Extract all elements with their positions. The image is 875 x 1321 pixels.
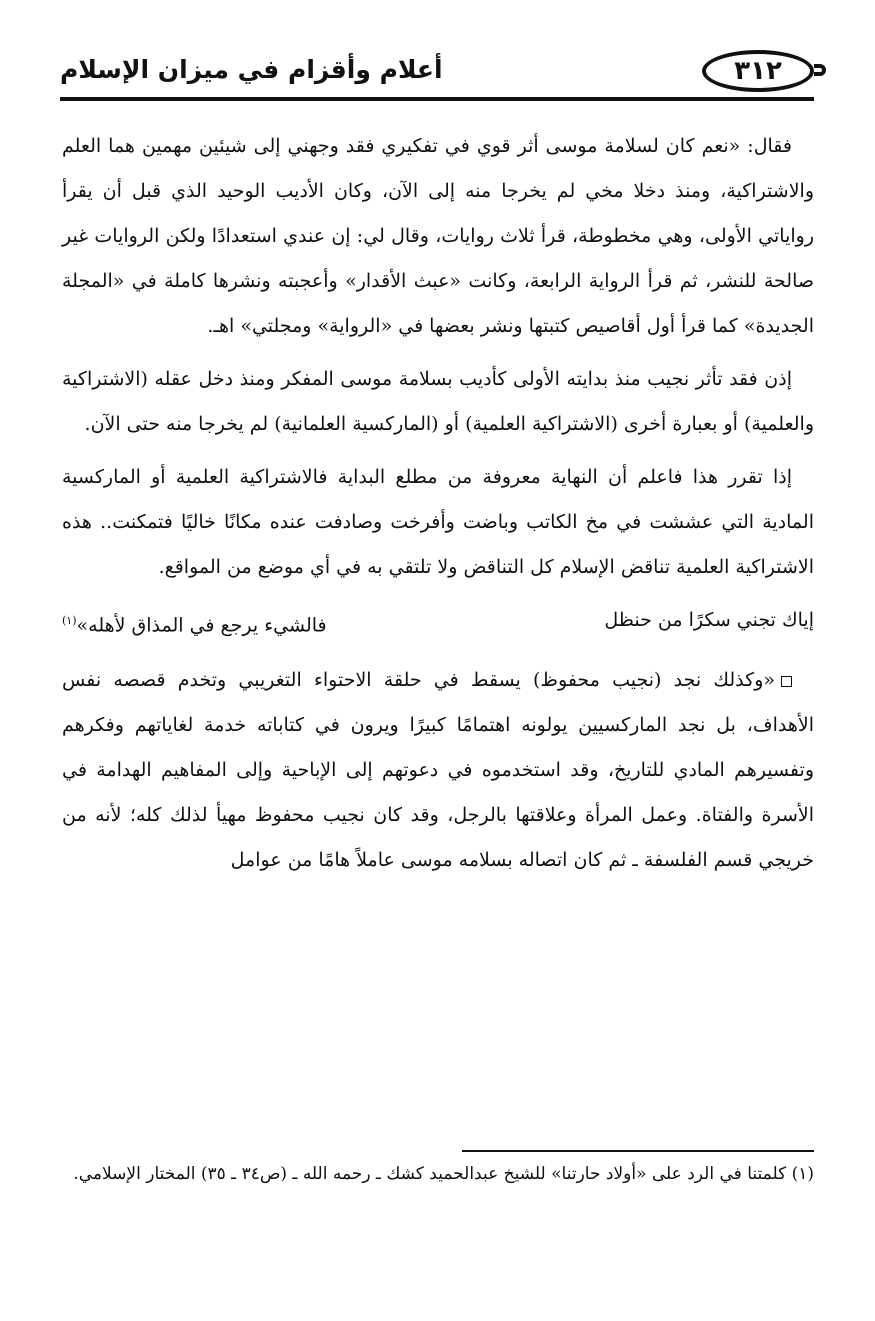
footnote-text: (١) كلمتنا في الرد على «أولاد حارتنا» للشيخ عبدالحميد كشك ـ رحمه الله ـ (ص٣٤ ـ ٣٥) المختار الإسلامي.	[73, 1164, 814, 1184]
verse-second-hemistich	[62, 598, 327, 648]
paragraph-1: فقال: «نعم كان لسلامة موسى أثر قوي في تفكيري فقد وجهني إلى شيئين مهمين هما العلم والاشتراكية، ومنذ دخلا مخي لم يخرجا منه إلى الآن، وكان الأديب الوحيد الذي قبل أن يقرأ رواياتي الأولى، وهي مخطوطة، قرأ ثلاث روايات، وقال لي: إن عندي استعدادًا ولكن الروايات غير صالحة للنشر، ثم قرأ الرواية الرابعة، وكانت «عبث الأقدار» وأعجبته ونشرها كاملة في «المجلة الجديدة» كما قرأ أول أقاصيص كتبتها ونشر بعضها في «الرواية» ومجلتي» اهـ.	[62, 135, 814, 337]
page-number: ٣١٢	[702, 50, 814, 92]
header-divider	[60, 97, 814, 101]
verse-second-hemistich-text: فالشيء يرجع في المذاق لأهله»	[76, 614, 327, 637]
paragraph-2: إذن فقد تأثر نجيب منذ بدايته الأولى كأديب بسلامة موسى المفكر ومنذ دخل عقله (الاشتراكية والعلمية) أو بعبارة أخرى (الاشتراكية العلمية) أو (الماركسية العلمانية) لم يخرجا منه حتى الآن.	[62, 368, 814, 435]
poetry-verse	[62, 598, 814, 648]
square-bullet-icon	[781, 676, 792, 687]
verse-first-hemistich: إياك تجني سكرًا من حنظل	[604, 609, 814, 631]
page-number-ornament	[814, 64, 826, 76]
main-text	[62, 124, 814, 891]
book-title-header: أعلام وأقزام في ميزان الإسلام	[60, 55, 443, 84]
footnote	[62, 1156, 814, 1192]
paragraph-4	[62, 658, 814, 883]
paragraph-4-text: «وكذلك نجد (نجيب محفوظ) يسقط في حلقة الاحتواء التغريبي وتخدم قصصه نفس الأهداف، بل نجد الماركسيين يولونه اهتمامًا كبيرًا ويرون في كتاباته خدمة لغاياتهم وفكرهم وتفسيرهم المادي للتاريخ، وقد استخدموه في دعوتهم إلى الإباحية وإلى المفاهيم الهدامة في الأسرة والفتاة. وعمل المرأة وعلاقتها بالرجل، وقد كان نجيب محفوظ مهيأ لذلك كله؛ لأنه من خريجي قسم الفلسفة ـ ثم كان اتصاله بسلامه موسى عاملاً هامًا من عوامل	[62, 669, 814, 872]
footnote-divider	[462, 1150, 814, 1152]
footnote-reference: (١)	[62, 614, 77, 627]
paragraph-3: إذا تقرر هذا فاعلم أن النهاية معروفة من مطلع البداية فالاشتراكية العلمية أو الماركسية المادية التي عششت في مخ الكاتب وباضت وأفرخت وصادفت عنده مكانًا خاليًا فتمكنت.. هذه الاشتراكية العلمية تناقض الإسلام كل التناقض ولا تلتقي به في أي موضع من المواقع.	[62, 466, 814, 578]
